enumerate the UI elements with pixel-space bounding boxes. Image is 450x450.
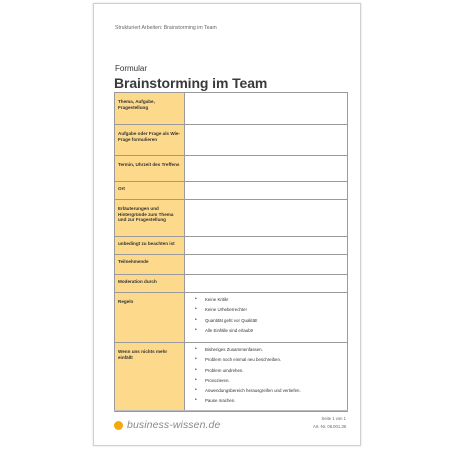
row-field-background[interactable]: [185, 200, 348, 237]
row-label-how-question: Aufgabe oder Frage als Wie-Frage formulieren: [115, 125, 185, 156]
article-number: Art.-Nr. 06.001.38: [312, 424, 346, 429]
table-row: [115, 293, 348, 343]
logo-text: business-wissen.de: [127, 419, 221, 431]
row-label-rules: Regeln: [115, 293, 185, 343]
list-item: • Problem umdrehen.: [193, 368, 344, 373]
table-row: [115, 182, 348, 200]
logo-dot-icon: [114, 421, 123, 430]
row-field-how-question[interactable]: [185, 125, 348, 156]
stuck-list-cell: [185, 343, 348, 412]
list-item: • Alle Einfälle sind erlaubt!: [193, 328, 344, 333]
row-label-date-time: Termin, Uhrzeit des Treffens: [115, 156, 185, 182]
row-label-participants: Teilnehmende: [115, 255, 185, 275]
list-item: • Anwendungsbereich herausgreifen und vertiefen.: [193, 388, 344, 393]
document-header: Strukturiert Arbeiten: Brainstorming im Team: [115, 25, 217, 31]
row-label-notes: unbedingt zu beachten ist: [115, 237, 185, 255]
table-row: [115, 255, 348, 275]
document-title: Brainstorming im Team: [114, 75, 268, 91]
list-item: • Pause machen.: [193, 398, 344, 403]
list-item: • Keine Urheberrechte!: [193, 307, 344, 312]
list-item: • Bisheriges Zusammenfassen.: [193, 347, 344, 352]
table-row: [115, 93, 348, 125]
row-field-participants[interactable]: [185, 255, 348, 275]
form-label: Formular: [115, 64, 148, 73]
row-label-location: Ort: [115, 182, 185, 200]
list-item: • Quantität geht vor Qualität!: [193, 318, 344, 323]
row-field-notes[interactable]: [185, 237, 348, 255]
row-field-location[interactable]: [185, 182, 348, 200]
table-row: [115, 237, 348, 255]
table-row: [115, 200, 348, 237]
form-table: [114, 92, 348, 412]
rules-list: [193, 297, 344, 333]
document-page: [93, 3, 361, 446]
row-field-date-time[interactable]: [185, 156, 348, 182]
row-label-background: Erläuterungen und Hintergründe zum Thema und zur Fragestellung: [115, 200, 185, 237]
row-field-topic[interactable]: [185, 93, 348, 125]
row-label-moderation: Moderation durch: [115, 275, 185, 293]
list-item: • Provozieren.: [193, 378, 344, 383]
list-item: • Keine Kritik!: [193, 297, 344, 302]
row-field-moderation[interactable]: [185, 275, 348, 293]
table-row: [115, 275, 348, 293]
rules-list-cell: [185, 293, 348, 343]
table-row: [115, 156, 348, 182]
list-item: • Problem noch einmal neu beschreiben.: [193, 357, 344, 362]
row-label-topic: Thema, Aufgabe, Fragestellung: [115, 93, 185, 125]
table-row: [115, 343, 348, 412]
page-number: Seite 1 von 1: [321, 416, 346, 421]
footer-divider: [114, 410, 348, 411]
row-label-stuck: Wenn uns nichts mehr einfällt: [115, 343, 185, 412]
stuck-list: [193, 347, 344, 403]
table-row: [115, 125, 348, 156]
